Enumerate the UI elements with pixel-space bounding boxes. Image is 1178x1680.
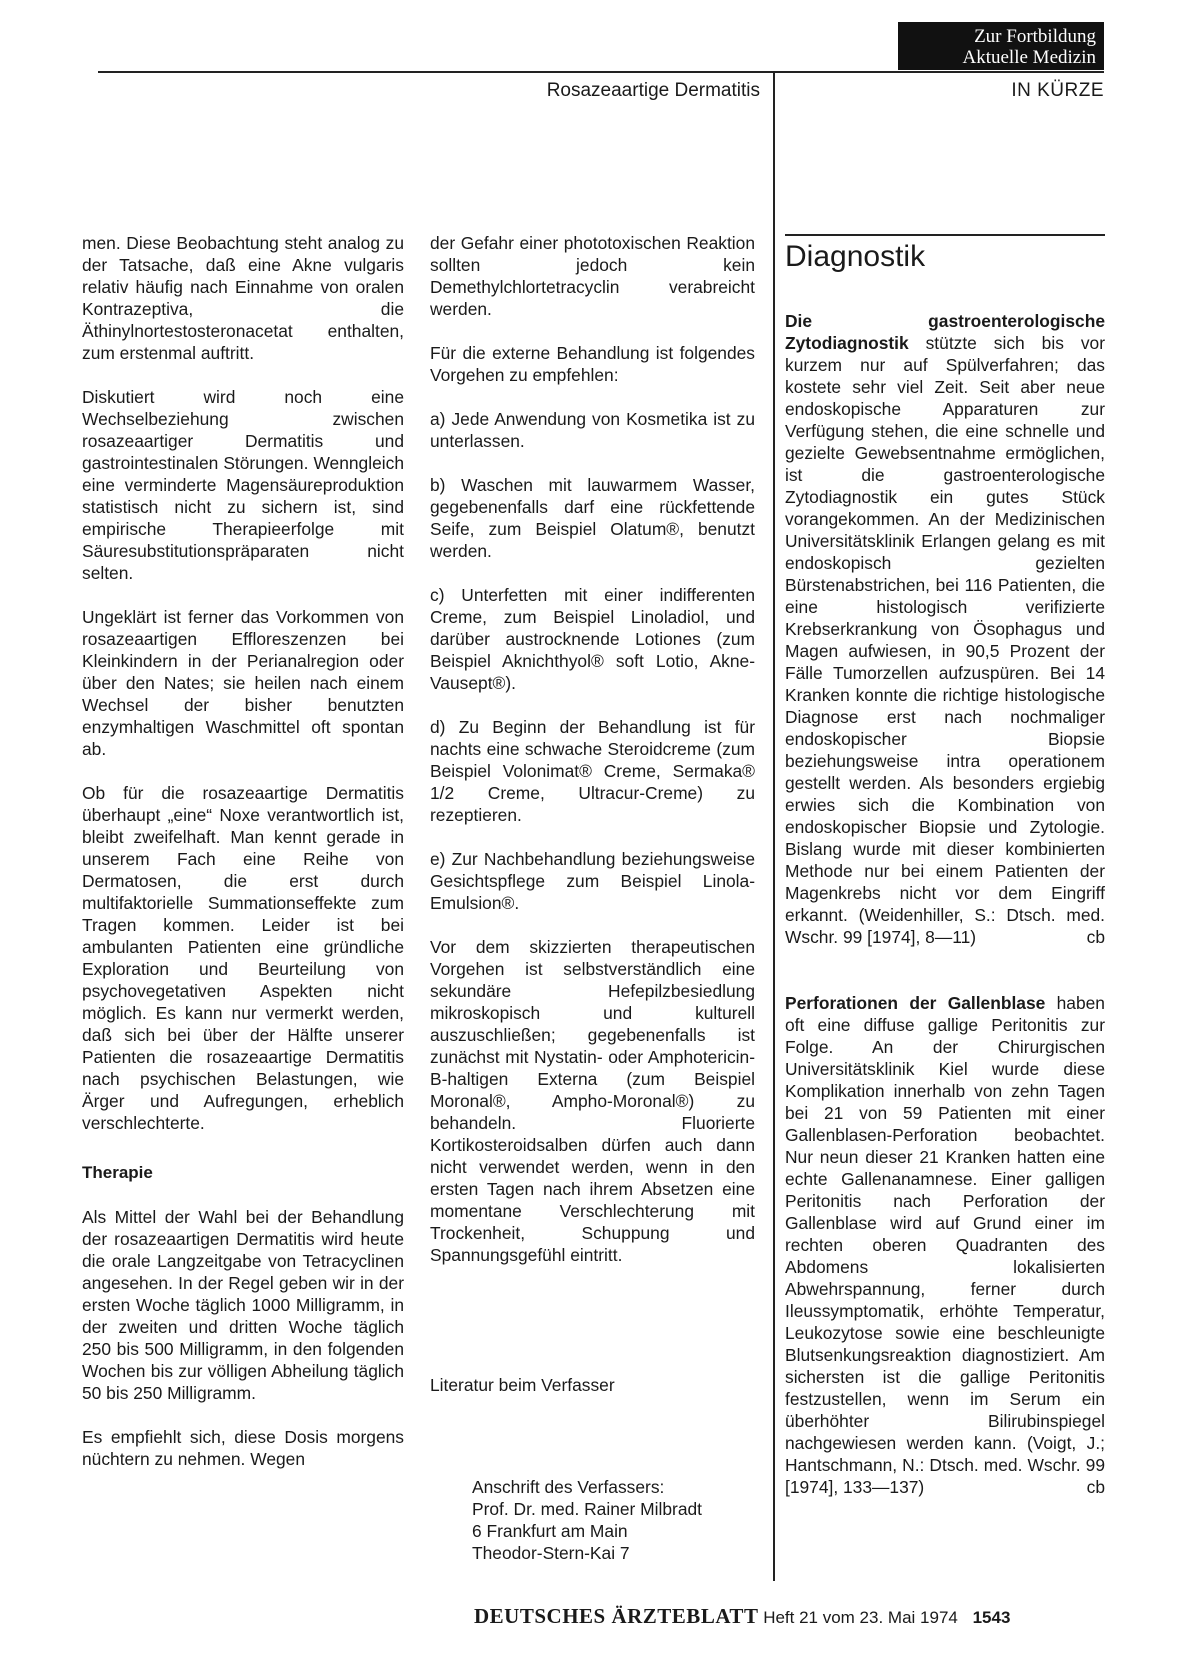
- list-item-a: a) Jede Anwendung von Kosmetika ist zu unterlassen.: [430, 409, 755, 451]
- news-item-lead: Perforationen der Gallenblase: [785, 993, 1046, 1013]
- issue-info: Heft 21 vom 23. Mai 1974: [763, 1608, 958, 1627]
- paragraph: Als Mittel der Wahl bei der Behandlung der rosazeaartigen Dermatitis wird heute die orale Langzeitgabe von Tetracyclinen angesehen. In der Regel geben wir in der ersten Woche täglich 1000 Milligramm, in der zweiten und dritten Woche täglich 250 bis 500 Milligramm, in den folgenden Wochen bis zur völligen Abheilung täglich 50 bis 250 Milligramm.: [82, 1207, 404, 1403]
- diagnostik-heading: Diagnostik: [785, 240, 926, 273]
- page-footer: [474, 1604, 1094, 1629]
- paragraph: Ungeklärt ist ferner das Vorkommen von rosazeaartigen Effloreszenzen bei Kleinkindern in der Perianalregion oder über den Nates; sie heilen nach einem Wechsel der bisher benutzten enzymhaltigen Waschmittel oft spontan ab.: [82, 607, 404, 759]
- column-2: [430, 232, 755, 1288]
- news-item-text: haben oft eine diffuse gallige Peritonitis zur Folge. An der Chirurgischen Universitätsklinik Kiel wurde diese Komplikation innerhalb von zehn Tagen bei 21 von 59 Patienten mit einer Gallenblasen-Perforation beobachtet. Nur neun dieser 21 Kranken hatten eine echte Gallenanamnese. Einer galligen Peritonitis nach Perforation der Gallenblase wird auf Grund einer im rechten oberen Quadranten des Abdomens lokalisierten Abwehrspannung, ferner durch Ileussymptomatik, erhöhte Temperatur, Leukozytose sowie eine beschleunigte Blutsenkungsreaktion diagnostiziert. Am sichersten ist die gallige Peritonitis festzustellen, wenn im Serum ein überhöhter Bilirubinspiegel nachgewiesen werden kann. (Voigt, J.; Hantschmann, N.: Dtsch. med. Wschr. 99 [1974], 133—137): [785, 993, 1105, 1497]
- news-item-text: stützte sich bis vor kurzem nur auf Spülverfahren; das kostete sehr viel Zeit. Seit aber neue endoskopische Apparaturen zur Verfügung stehen, die eine schnelle und gezielte Gewebsentnahme ermöglichen, ist die gastroenterologische Zytodiagnostik ein gutes Stück vorangekommen. An der Medizinischen Universitätsklinik Erlangen gelang es mit endoskopisch gezielten Bürstenabstrichen, bei 116 Patienten, die eine histologisch verifizierte Krebserkrankung von Ösophagus und Magen aufwiesen, in 90,5 Prozent der Fälle Tumorzellen aufzuspüren. Bei 14 Kranken konnte die richtige histologische Diagnose erst nach nochmaliger endoskopischer Biopsie beziehungsweise intra operationem gestellt werden. Als besonders ergiebig erwies sich die Kombination von endoskopischer Biopsie und Zytologie. Bislang wurde mit dieser kombinierten Methode nur bei einem Patienten der Magenkrebs nicht vor dem Eingriff erkannt. (Weidenhiller, S.: Dtsch. med. Wschr. 99 [1974], 8—11): [785, 333, 1105, 947]
- author-address: [472, 1476, 702, 1564]
- address-line: Prof. Dr. med. Rainer Milbradt: [472, 1499, 703, 1519]
- section-badge: [898, 22, 1104, 70]
- paragraph: Für die externe Behandlung ist folgendes Vorgehen zu empfehlen:: [430, 343, 755, 385]
- list-item-b: b) Waschen mit lauwarmem Wasser, gegebenenfalls darf eine rückfettende Seife, zum Beispiel Olatum®, benutzt werden.: [430, 475, 755, 561]
- page-number: 1543: [972, 1608, 1011, 1627]
- journal-name: DEUTSCHES ÄRZTEBLATT: [474, 1604, 759, 1628]
- news-item: [785, 992, 1105, 1498]
- paragraph: der Gefahr einer phototoxischen Reaktion sollten jedoch kein Demethylchlortetracyclin verabreicht werden.: [430, 233, 755, 319]
- list-item-e: e) Zur Nachbehandlung beziehungsweise Gesichtspflege zum Beispiel Linola-Emulsion®.: [430, 849, 755, 913]
- news-item: [785, 310, 1105, 948]
- badge-line-1: Zur Fortbildung: [974, 26, 1096, 47]
- address-line: Anschrift des Verfassers:: [472, 1477, 665, 1497]
- header-rule: [98, 71, 1104, 73]
- address-line: Theodor-Stern-Kai 7: [472, 1543, 630, 1563]
- paragraph: Vor dem skizzierten therapeutischen Vorgehen ist selbstverständlich eine sekundäre Hefepilzbesiedlung mikroskopisch und kulturell auszuschließen; gegebenenfalls ist zunächst mit Nystatin- oder Amphotericin-B-haltigen Externa (zum Beispiel Moronal®, Ampho-Moronal®) zu behandeln. Fluorierte Kortikosteroidsalben dürfen auch dann nicht verwendet werden, wenn in den ersten Tagen nach ihrem Absetzen eine momentane Verschlechterung mit Trockenheit, Schuppung und Spannungsgefühl eintritt.: [430, 937, 755, 1265]
- list-item-c: c) Unterfetten mit einer indifferenten Creme, zum Beispiel Linoladiol, und darüber austrocknende Lotiones (zum Beispiel Aknichthyol® soft Lotio, Akne-Vausept®).: [430, 585, 755, 693]
- column-1: [82, 232, 404, 1492]
- list-item-d: d) Zu Beginn der Behandlung ist für nachts eine schwache Steroidcreme (zum Beispiel Volonimat® Creme, Sermaka® 1/2 Creme, Ultracur-Creme) zu rezeptieren.: [430, 717, 755, 825]
- paragraph: Es empfiehlt sich, diese Dosis morgens nüchtern zu nehmen. Wegen: [82, 1427, 404, 1469]
- diagnostik-rule: [785, 234, 1105, 236]
- author-initials: cb: [1086, 927, 1105, 947]
- paragraph: Diskutiert wird noch eine Wechselbeziehung zwischen rosazeaartiger Dermatitis und gastrointestinalen Störungen. Wenngleich eine verminderte Magensäureproduktion statistisch nicht zu sichern ist, sind empirische Therapieerfolge mit Säuresubstitutionspräparaten nicht selten.: [82, 387, 404, 583]
- paragraph: men. Diese Beobachtung steht analog zu der Tatsache, daß eine Akne vulgaris relativ häufig nach Einnahme von oralen Kontrazeptiva, die Äthinylnortestosteronacetat enthalten, zum erstenmal auftritt.: [82, 233, 404, 363]
- section-label: IN KÜRZE: [1011, 80, 1104, 101]
- address-line: 6 Frankfurt am Main: [472, 1521, 628, 1541]
- article-running-title: Rosazeaartige Dermatitis: [546, 80, 760, 101]
- badge-line-2: Aktuelle Medizin: [962, 47, 1096, 68]
- paragraph: Ob für die rosazeaartige Dermatitis überhaupt „eine“ Noxe verantwortlich ist, bleibt zweifelhaft. Man kennt gerade in unserem Fach eine Reihe von Dermatosen, die erst durch multifaktorielle Summationseffekte zum Tragen kommen. Leider ist bei ambulanten Patienten eine gründliche Exploration und Beurteilung von psychovegetativen Aspekten nicht möglich. Es kann nur vermerkt werden, daß sich bei über der Hälfte unserer Patienten die rosazeaartige Dermatitis nach psychischen Belastungen, wie Ärger und Aufregungen, erheblich verschlechterte.: [82, 783, 404, 1133]
- column-divider: [773, 71, 775, 1581]
- author-initials: cb: [1086, 1477, 1105, 1497]
- literature-note: Literatur beim Verfasser: [430, 1375, 615, 1395]
- column-3: [785, 310, 1105, 1520]
- subheading-therapie: Therapie: [82, 1163, 153, 1182]
- news-item-lead: Die gastroenterologische Zytodiagnostik: [785, 311, 1105, 353]
